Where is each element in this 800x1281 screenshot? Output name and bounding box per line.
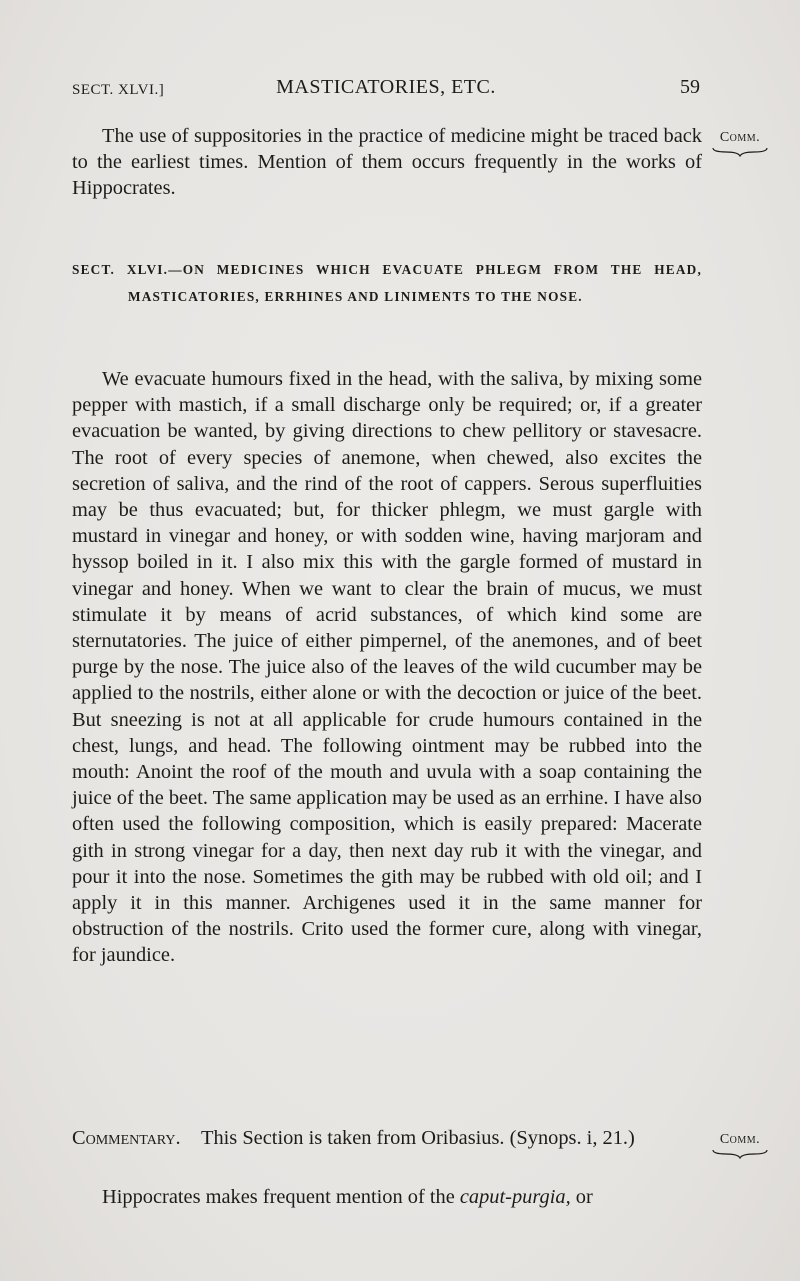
brace-icon (712, 147, 768, 157)
main-paragraph: We evacuate humours fixed in the head, with the saliva, by mixing some pepper with mastich, if a small discharge only be required; or, if a greater evacuation be wanted, by giving directions to chew pellitory or stavesacre. The root of every species of anemone, when chewed, also excites the secretion of saliva, and the rind of the root of cappers. Serous superfluities may be thus evacuated; but, for thicker phlegm, we must gargle with mustard in vinegar and honey, or with sodden wine, having marjoram and hyssop boiled in it. I also mix this with the gargle formed of mustard in vinegar and honey. When we want to clear the brain of mucus, we must stimulate it by means of acrid substances, of which kind some are sternutatories. The juice of either pimpernel, of the anemones, and of beet purge by the nose. The juice also of the leaves of the wild cucumber may be applied to the nostrils, either alone or with the decoction or juice of the beet. But sneezing is not at all applicable for crude humours contained in the chest, lungs, and head. The following ointment may be rubbed into the mouth: Anoint the roof of the mouth and uvula with a soap containing the juice of the beet. The same application may be used as an errhine. I have also often used the following composition, which is easily prepared: Macerate gith in strong vinegar for a day, then next day rub it with the vinegar, and pour it into the nose. Sometimes the gith may be rubbed with old oil; and I apply it in this manner. Archigenes used it in the same manner for obstruction of the nostrils. Crito used the former cure, along with vinegar, for jaundice. (72, 368, 702, 967)
margin-note-commentary-2 (710, 1132, 770, 1159)
brace-icon (712, 1149, 768, 1159)
section-reference: SECT. XLVI.] (72, 82, 165, 98)
page-number: 59 (680, 76, 700, 98)
commentary-label: Commentary. (72, 1127, 181, 1149)
section-heading: SECT. XLVI.—ON MEDICINES WHICH EVACUATE PHLEGM FROM THE HEAD, MASTICATORIES, ERRHINES AND LINIMENTS TO THE NOSE. (72, 262, 702, 304)
intro-paragraph-text: The use of suppositories in the practice of medicine might be traced back to the earliest times. Mention of them occurs frequently in the works of Hippocrates. (72, 125, 702, 200)
last-line-text: Hippocrates makes frequent mention of the (102, 1186, 460, 1208)
last-line (72, 1184, 702, 1210)
margin-note-commentary (710, 130, 770, 157)
commentary-text: This Section is taken from Oribasius. (Synops. i, 21.) (200, 1127, 635, 1149)
running-title: MASTICATORIES, ETC. (276, 76, 496, 98)
running-header (72, 76, 700, 106)
last-line-italic: caput-purgia, (459, 1186, 571, 1208)
last-line-end: or (570, 1186, 593, 1208)
margin-note-label: Comm. (719, 130, 761, 145)
margin-note-label-2: Comm. (719, 1132, 761, 1147)
commentary-paragraph (72, 1125, 702, 1151)
intro-paragraph (72, 123, 702, 202)
